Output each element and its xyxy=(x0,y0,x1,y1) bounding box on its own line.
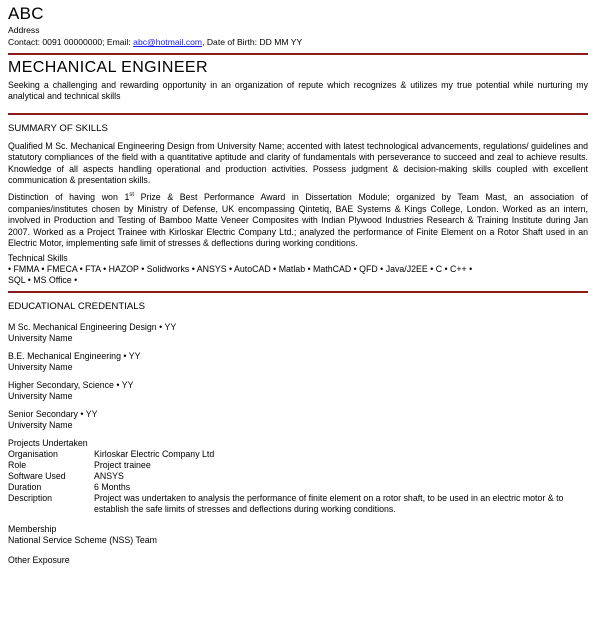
contact-line xyxy=(8,36,588,48)
contact-prefix: Contact: 0091 00000000; Email: xyxy=(8,37,134,47)
objective-text: Seeking a challenging and rewarding opportunity in an organization of repute which recognizes & utilizes my true potential while nurturing my analytical and technical skills xyxy=(8,80,588,102)
degree: Senior Secondary • YY xyxy=(8,409,98,420)
education-item xyxy=(8,409,588,431)
project-table xyxy=(8,449,588,515)
summary-paragraph-2 xyxy=(8,190,588,249)
project-key: Duration xyxy=(8,482,42,493)
table-row xyxy=(8,460,588,471)
project-value: Project trainee xyxy=(94,460,151,471)
education-item xyxy=(8,380,588,402)
technical-skills-label: Technical Skills xyxy=(8,253,68,264)
project-key: Role xyxy=(8,460,27,471)
project-key: Organisation xyxy=(8,449,58,460)
technical-skills-line-1: • FMMA • FMECA • FTA • HAZOP • Solidworks • ANSYS • AutoCAD • Matlab • MathCAD • QFD • Java/J2EE • C • C++ • xyxy=(8,264,473,275)
degree: B.E. Mechanical Engineering • YY xyxy=(8,351,141,362)
section-divider xyxy=(8,291,588,293)
candidate-name: ABC xyxy=(8,4,44,23)
section-divider xyxy=(8,53,588,55)
award-text-rest: Prize & Best Performance Award in Dissertation Module; organized by Team Mast, an association of companies/institutes chosen by Ministry of Defense, UK encompassing Qintetiq, BAE Systems & Kings College, London. Worked as an intern, involved in Production and Testing of Bamboo Matte Veneer Composites with Indian Plywood Industries Research & Training Institute during Jan 2007. Worked as a Project Trainee with Kirloskar Electric Company Ltd.; analyzed the performance of Finite Element on a Rotor Shaft used in an Electric Motor, implementing safe limit of stresses & deflections during working conditions. xyxy=(8,192,588,248)
school: University Name xyxy=(8,333,73,344)
project-value: 6 Months xyxy=(94,482,131,493)
table-row xyxy=(8,482,588,493)
school: University Name xyxy=(8,391,73,402)
section-divider xyxy=(8,113,588,115)
membership-value: National Service Scheme (NSS) Team xyxy=(8,535,157,546)
date-of-birth: , Date of Birth: DD MM YY xyxy=(202,37,303,47)
membership-heading: Membership xyxy=(8,524,57,535)
summary-paragraph-1: Qualified M Sc. Mechanical Engineering Design from University Name; accented with latest technological advancements, regulations/ guidelines and statutory compliances of the field with a quantitative aptitude and clarity of fundamentals with perseverance to succeed and zeal to achieve results. Knowledge of all aspects handling operational and production activities. Possess judgment & decision-making skills coupled with excellent communication & presentation skills. xyxy=(8,140,588,186)
summary-heading: SUMMARY OF SKILLS xyxy=(8,122,108,134)
award-text-start: Distinction of having won 1 xyxy=(8,192,130,203)
project-value: ANSYS xyxy=(94,471,124,482)
education-item xyxy=(8,351,588,373)
project-key: Software Used xyxy=(8,471,66,482)
education-item xyxy=(8,322,588,344)
email-link[interactable]: abc@hotmail.com xyxy=(133,37,203,47)
technical-skills-line-2: SQL • MS Office • xyxy=(8,275,78,286)
school: University Name xyxy=(8,362,73,373)
table-row xyxy=(8,449,588,460)
school: University Name xyxy=(8,420,73,431)
project-key: Description xyxy=(8,493,53,504)
resume-page xyxy=(8,0,588,566)
project-value: Kirloskar Electric Company Ltd xyxy=(94,449,215,460)
table-row xyxy=(8,493,588,515)
award-superscript: st xyxy=(129,192,135,199)
education-heading: EDUCATIONAL CREDENTIALS xyxy=(8,301,146,313)
other-exposure-heading: Other Exposure xyxy=(8,555,70,566)
project-value: Project was undertaken to analysis the performance of finite element on a rotor shaft, to be used in an electric motor & to establish the safe limits of stresses and deflections during working conditions. xyxy=(94,493,564,515)
projects-heading: Projects Undertaken xyxy=(8,438,88,449)
address: Address xyxy=(8,25,40,35)
job-title: MECHANICAL ENGINEER xyxy=(8,59,208,76)
table-row xyxy=(8,471,588,482)
degree: M Sc. Mechanical Engineering Design • YY xyxy=(8,322,177,333)
degree: Higher Secondary, Science • YY xyxy=(8,380,134,391)
